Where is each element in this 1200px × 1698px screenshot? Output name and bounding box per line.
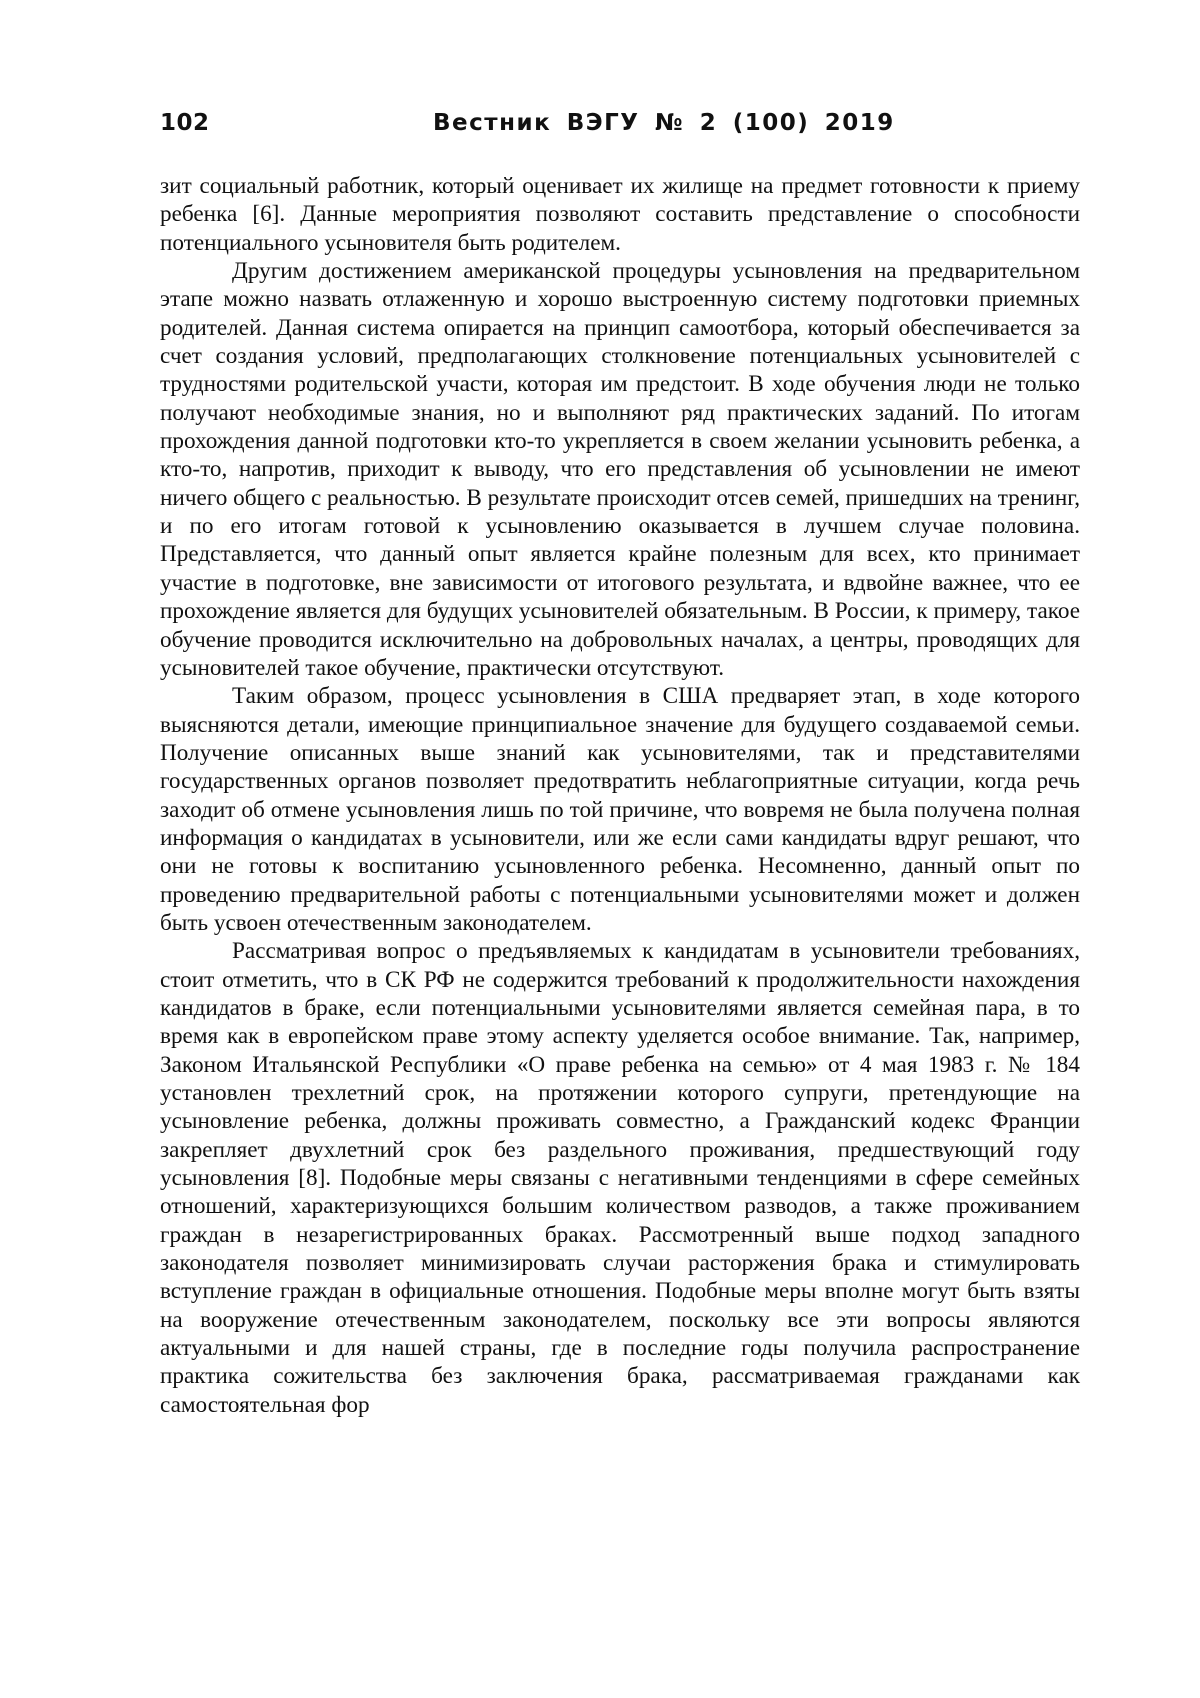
journal-title: Вестник ВЭГУ № 2 (100) 2019	[433, 110, 895, 136]
paragraph-4: Рассматривая вопрос о предъявляемых к кандидатам в усыновители требованиях, стоит отметить, что в СК РФ не содержится требований к продолжительности нахождения кандидатов в браке, если потенциальными усыновителями является семейная пара, в то время как в европейском праве этому аспекту уделяется особое внимание. Так, например, Законом Итальянской Республики «О праве ребенка на семью» от 4 мая 1983 г. № 184 установлен трехлетний срок, на протяжении которого супруги, претендующие на усыновление ребенка, должны проживать совместно, а Гражданский кодекс Франции закрепляет двухлетний срок без раздельного проживания, предшествующий году усыновления [8]. Подобные меры связаны с негативными тенденциями в сфере семейных отношений, характеризующихся большим количеством разводов, а также проживанием граждан в незарегистрированных браках. Рассмотренный выше подход западного законодателя позволяет минимизировать случаи расторжения брака и стимулировать вступление граждан в официальные отношения. Подобные меры вполне могут быть взяты на вооружение отечественным законодателем, поскольку все эти вопросы являются актуальными и для нашей страны, где в последние годы получила распространение практика сожительства без заключения брака, рассматриваемая гражданами как самостоятельная фор	[160, 938, 1080, 1418]
paragraph-2: Другим достижением американской процедуры усыновления на предварительном этапе можно назвать отлаженную и хорошо выстроенную систему подготовки приемных родителей. Данная система опирается на принцип самоотбора, который обеспечивается за счет создания условий, предполагающих столкновение потенциальных усыновителей с трудностями родительской участи, которая им предстоит. В ходе обучения люди не только получают необходимые знания, но и выполняют ряд практических заданий. По итогам прохождения данной подготовки кто-то укрепляется в своем желании усыновить ребенка, а кто-то, напротив, приходит к выводу, что его представления об усыновлении не имеют ничего общего с реальностью. В результате происходит отсев семей, пришедших на тренинг, и по его итогам готовой к усыновлению оказывается в лучшем случае половина. Представляется, что данный опыт является крайне полезным для всех, кто принимает участие в подготовке, вне зависимости от итогового результата, и вдвойне важнее, что ее прохождение является для будущих усыновителей обязательным. В России, к примеру, такое обучение проводится исключительно на добровольных началах, а центры, проводящих для усыновителей такое обучение, практически отсутствуют.	[160, 258, 1080, 681]
article-body	[160, 172, 1080, 1419]
running-header	[160, 110, 1080, 150]
page-number: 102	[160, 110, 210, 136]
paragraph-1: зит социальный работник, который оценивает их жилище на предмет готовности к приему ребенка [6]. Данные мероприятия позволяют составить представление о способности потенциального усыновителя быть родителем.	[160, 173, 1080, 256]
paragraph-3: Таким образом, процесс усыновления в США предваряет этап, в ходе которого выясняются детали, имеющие принципиальное значение для будущего создаваемой семьи. Получение описанных выше знаний как усыновителями, так и представителями государственных органов позволяет предотвратить неблагоприятные ситуации, когда речь заходит об отмене усыновления лишь по той причине, что вовремя не была получена полная информация о кандидатах в усыновители, или же если сами кандидаты вдруг решают, что они не готовы к воспитанию усыновленного ребенка. Несомненно, данный опыт по проведению предварительной работы с потенциальными усыновителями может и должен быть усвоен отечественным законодателем.	[160, 683, 1080, 936]
